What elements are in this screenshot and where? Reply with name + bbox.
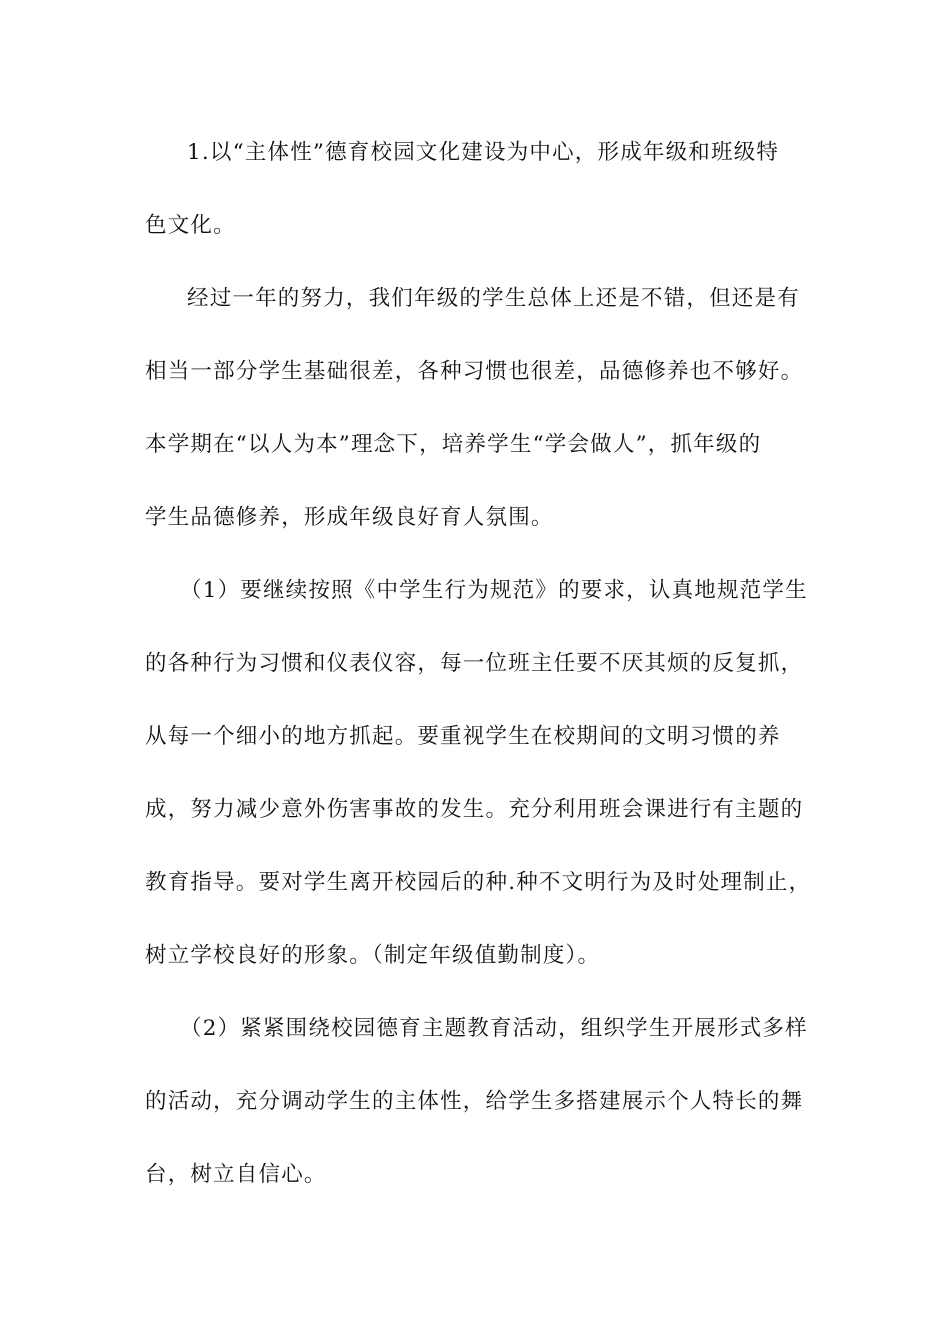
paragraph-3-line-1: （1）要继续按照《中学生行为规范》的要求，认真地规范学生 [180, 578, 808, 603]
paragraph-4-line-3: 台，树立自信心。 [145, 1162, 327, 1187]
paragraph-3-line-3: 从每一个细小的地方抓起。要重视学生在校期间的文明习惯的养 [145, 724, 781, 749]
paragraph-4-line-1: （2）紧紧围绕校园德育主题教育活动，组织学生开展形式多样 [180, 1016, 808, 1041]
paragraph-3-line-6: 树立学校良好的形象。（制定年级值勤制度）。 [145, 943, 601, 968]
paragraph-2-line-4: 学生品德修养，形成年级良好育人氛围。 [145, 505, 554, 530]
paragraph-3-line-5: 教育指导。要对学生离开校园后的种.种不文明行为及时处理制止， [145, 870, 812, 895]
paragraph-3-line-4: 成，努力减少意外伤害事故的发生。充分利用班会课进行有主题的 [145, 797, 804, 822]
paragraph-2-line-1: 经过一年的努力，我们年级的学生总体上还是不错，但还是有 [187, 286, 800, 311]
paragraph-1-line-1: 1.以“主体性”德育校园文化建设为中心，形成年级和班级特 [187, 140, 780, 165]
paragraph-2-line-2: 相当一部分学生基础很差，各种习惯也很差，品德修养也不够好。 [145, 359, 804, 384]
paragraph-4-line-2: 的活动，充分调动学生的主体性，给学生多搭建展示个人特长的舞 [145, 1089, 804, 1114]
paragraph-1-line-2: 色文化。 [145, 213, 236, 238]
paragraph-3-line-2: 的各种行为习惯和仪表仪容，每一位班主任要不厌其烦的反复抓， [145, 651, 804, 676]
paragraph-2-line-3: 本学期在“以人为本”理念下，培养学生“学会做人”，抓年级的 [145, 432, 762, 457]
